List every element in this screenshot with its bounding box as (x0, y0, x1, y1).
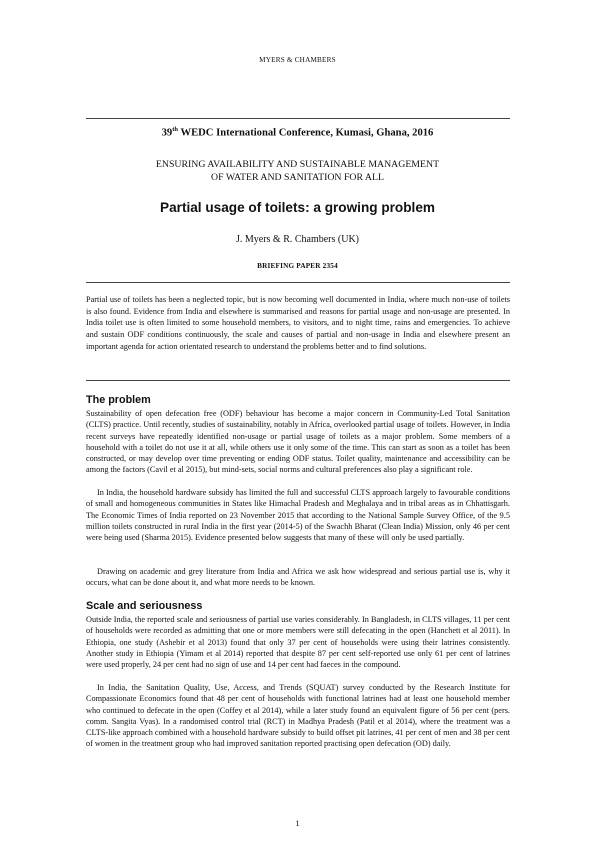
conference-line (0, 126, 595, 139)
page-number: 1 (295, 818, 300, 828)
running-head: MYERS & CHAMBERS (259, 56, 336, 64)
problem-paragraph-3: Drawing on academic and grey literature from India and Africa we ask how widespread and serious partial use is, why it occurs, what can be done about it, and what more needs to be known. (86, 567, 510, 588)
problem-paragraph-2: In India, the household hardware subsidy has limited the full and successful CLTS approach largely to favourable conditions of small and homogeneous communities in States like Himachal Pradesh and Meghalaya and in tribal areas as in Chhattisgarh. The Economic Times of India reported on 23 November 2015 that according to the National Sample Survey Office, of the 9.5 million toilets constructed in rural India in the first year (2014-5) of the Swachh Bharat (Clean India) Mission, only 46 per cent were being used (Sharma 2015). Evidence presented below suggests that many of these will only be used partially. (86, 488, 510, 543)
authors: J. Myers & R. Chambers (UK) (235, 234, 360, 245)
scale-paragraph-1: Outside India, the reported scale and seriousness of partial use varies considerably. In Bangladesh, in CLTS villages, 11 per cent of households were recorded as admitting that one or more members were still defecating in the open (Hanchett et al 2011). In Ethiopia, one study (Ashebir et al 2013) found that only 37 per cent of households were using their latrines consistently. Another study in Ethiopia (Yimam et al 2014) reported that despite 87 per cent self-reported use only 61 per cent of latrines were used properly, 24 per cent had no sign of use and 14 per cent had faeces in the compound. (86, 615, 510, 670)
conference-number: 39 (161, 127, 173, 139)
divider-abstract-top (86, 282, 510, 283)
paper-title: Partial usage of toilets: a growing problem (160, 200, 435, 215)
paper-type: BRIEFING PAPER 2354 (257, 262, 338, 270)
conference-name: WEDC International Conference, Kumasi, Ghana, 2016 (180, 127, 434, 139)
theme-line-1: ENSURING AVAILABILITY AND SUSTAINABLE MANAGEMENT (155, 159, 440, 170)
theme-line-2: OF WATER AND SANITATION FOR ALL (211, 172, 384, 183)
section-heading-scale: Scale and seriousness (86, 600, 203, 612)
conference-ordinal: th (172, 126, 178, 133)
section-heading-problem: The problem (86, 394, 151, 406)
divider-top (86, 118, 510, 119)
problem-paragraph-1: Sustainability of open defecation free (ODF) behaviour has become a major concern in Community-Led Total Sanitation (CLTS) practice. Until recently, studies of sustainability, notably in Africa, overlooked partial usage of toilets. However, in India recent surveys have repeatedly identified non-usage or partial usage of toilets as a major problem. Some members of a household with a toilet do not use it at all, while others use it only some of the time. This can start as soon as a toilet has been constructed, or may develop over time preventing or ending ODF status. Toilet quality, maintenance and accessibility can be among the factors (Cavil et al 2015), but mind-sets, social norms and cultural preferences also play a significant role. (86, 409, 510, 475)
scale-paragraph-2: In India, the Sanitation Quality, Use, Access, and Trends (SQUAT) survey conducted by the Research Institute for Compassionate Economics found that 48 per cent of households with functional latrines had at least one household member who continued to defecate in the open (Coffey et al 2014), while a later study found an equivalent figure of 56 per cent (pers. comm. Sangita Vyas). In a randomised control trial (RCT) in Madhya Pradesh (Patil et al 2014), where the treatment was a CLTS-like approach combined with a household hardware subsidy to build offset pit latrines, 41 per cent of men and 38 per cent of women in the treatment group who had improved sanitation reported practising open defecation (OD) daily. (86, 683, 510, 749)
abstract: Partial use of toilets has been a neglected topic, but is now becoming well documented in India, where much non-use of toilets is also found. Evidence from India and elsewhere is summarised and reasons for partial usage and non-usage are presented. In India toilet use is often limited to some household members, to visitors, and to night time, rains and emergencies. To achieve and sustain ODF conditions continuously, the scale and causes of partial and non-usage in India and elsewhere present an important agenda for action orientated research to understand the problems better and to find solutions. (86, 295, 510, 351)
divider-abstract-bottom (86, 380, 510, 381)
conference-theme (0, 158, 595, 184)
